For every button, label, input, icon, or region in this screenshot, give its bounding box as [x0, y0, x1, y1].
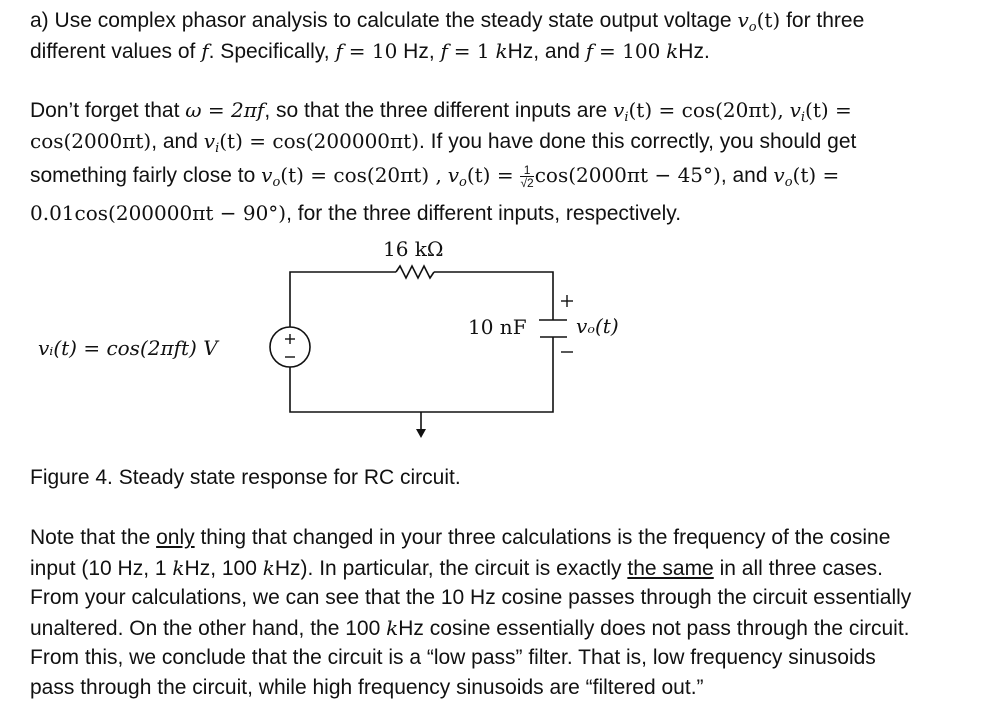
note-line-1: [30, 523, 890, 553]
wire-top-right: [434, 272, 553, 320]
kilo-prefix: k: [262, 556, 275, 580]
unit-hz: Hz,: [403, 40, 435, 63]
reminder-text: , and: [151, 130, 198, 153]
note-text: unaltered. On the other hand, the 100: [30, 617, 381, 640]
kilo-prefix: k: [666, 39, 679, 63]
reminder-text: , and: [720, 164, 768, 187]
vi-expr-2-cos: cos(2000πt): [30, 129, 152, 153]
f-symbol: f: [440, 39, 448, 63]
unit-hz-and: Hz, and: [507, 40, 580, 63]
kilo-prefix: k: [386, 616, 399, 640]
note-text: Hz cosine essentially does not pass through the circuit.: [398, 617, 910, 640]
reminder-text: , for the three different inputs, respectively.: [286, 202, 682, 225]
output-voltage-label: vₒ(t): [576, 314, 619, 338]
vo-arg: (t): [756, 8, 781, 32]
note-text: input (10 Hz, 1: [30, 557, 167, 580]
omega-equation: ω = 2πf: [185, 98, 265, 122]
one-over-sqrt2: $\frac{1}{√2}$: [520, 162, 534, 190]
note-text: in all three cases.: [719, 557, 884, 580]
kilo-prefix: k: [172, 556, 185, 580]
vo-expr-2-cos: cos(2000πt − 45°): [534, 163, 721, 187]
vo-expr-3-cos: 0.01cos(200000πt − 90°): [30, 201, 287, 225]
source-label: vᵢ(t) = cos(2πft) V: [38, 336, 218, 360]
vo-symbol: $v_o$: [261, 163, 281, 190]
wire-right-bottom: [290, 337, 553, 412]
vo-symbol: $v_o$: [773, 163, 793, 190]
f-symbol: f: [585, 39, 594, 63]
vi-symbol: $v_i$: [613, 98, 629, 125]
f-value-1: = 1: [453, 39, 490, 63]
unit-hz-end: Hz.: [678, 40, 710, 63]
specifically-text: . Specifically,: [208, 40, 330, 63]
vo-expr-3: (t) =: [792, 163, 840, 187]
capacitor-label: 10 nF: [468, 315, 527, 339]
voltage-source-icon: [270, 327, 310, 367]
intro-line2: different values of: [30, 40, 196, 63]
note-line-3: From your calculations, we can see that the 10 Hz cosine passes through the circuit essentially: [30, 586, 912, 609]
note-text: Hz, 100: [184, 557, 257, 580]
vo-expr-2: (t) =: [466, 163, 514, 187]
f-value-10: = 10: [348, 39, 398, 63]
vi-expr-1: (t) = cos(20πt),: [628, 98, 784, 122]
note-text: thing that changed in your three calculations is the frequency of the cosine: [200, 526, 891, 549]
note-text: Note that the: [30, 526, 151, 549]
vo-expr-1: (t) = cos(20πt) ,: [280, 163, 442, 187]
vo-symbol: $v_o$: [447, 163, 467, 190]
f-symbol: f: [201, 39, 209, 63]
part-label: a): [30, 9, 49, 32]
note-line-6: pass through the circuit, while high frequency sinusoids are “filtered out.”: [30, 676, 704, 699]
vi-expr-3: (t) = cos(200000πt): [219, 129, 420, 153]
emphasis-only: only: [156, 526, 195, 549]
vi-expr-2: (t) =: [805, 98, 852, 122]
ground-arrow-icon: [416, 429, 426, 438]
emphasis-the-same: the same: [627, 557, 714, 580]
note-text: Hz). In particular, the circuit is exactly: [274, 557, 622, 580]
f-symbol: f: [335, 39, 343, 63]
resistor-label: 16 kΩ: [383, 237, 444, 261]
reminder-text: Don’t forget that: [30, 99, 180, 122]
f-value-100: = 100: [599, 39, 661, 63]
reminder-text: something fairly close to: [30, 164, 256, 187]
note-line-4: [30, 613, 910, 644]
reminder-text: , so that the three different inputs are: [264, 99, 608, 122]
vi-symbol: $v_i$: [203, 129, 220, 156]
intro-end: for three: [786, 9, 865, 32]
wire-left: [290, 272, 396, 327]
vo-symbol: $v_o$: [737, 8, 757, 35]
kilo-prefix: k: [495, 39, 508, 63]
note-line-2: [30, 553, 883, 584]
intro-text: Use complex phasor analysis to calculate the steady state output voltage: [54, 9, 732, 32]
resistor-icon: [396, 266, 434, 278]
note-line-5: From this, we conclude that the circuit is a “low pass” filter. That is, low frequency sinusoids: [30, 646, 876, 669]
vi-symbol: $v_i$: [789, 98, 806, 125]
reminder-text: . If you have done this correctly, you should get: [419, 130, 857, 153]
figure-caption: Figure 4. Steady state response for RC circuit.: [30, 466, 461, 489]
